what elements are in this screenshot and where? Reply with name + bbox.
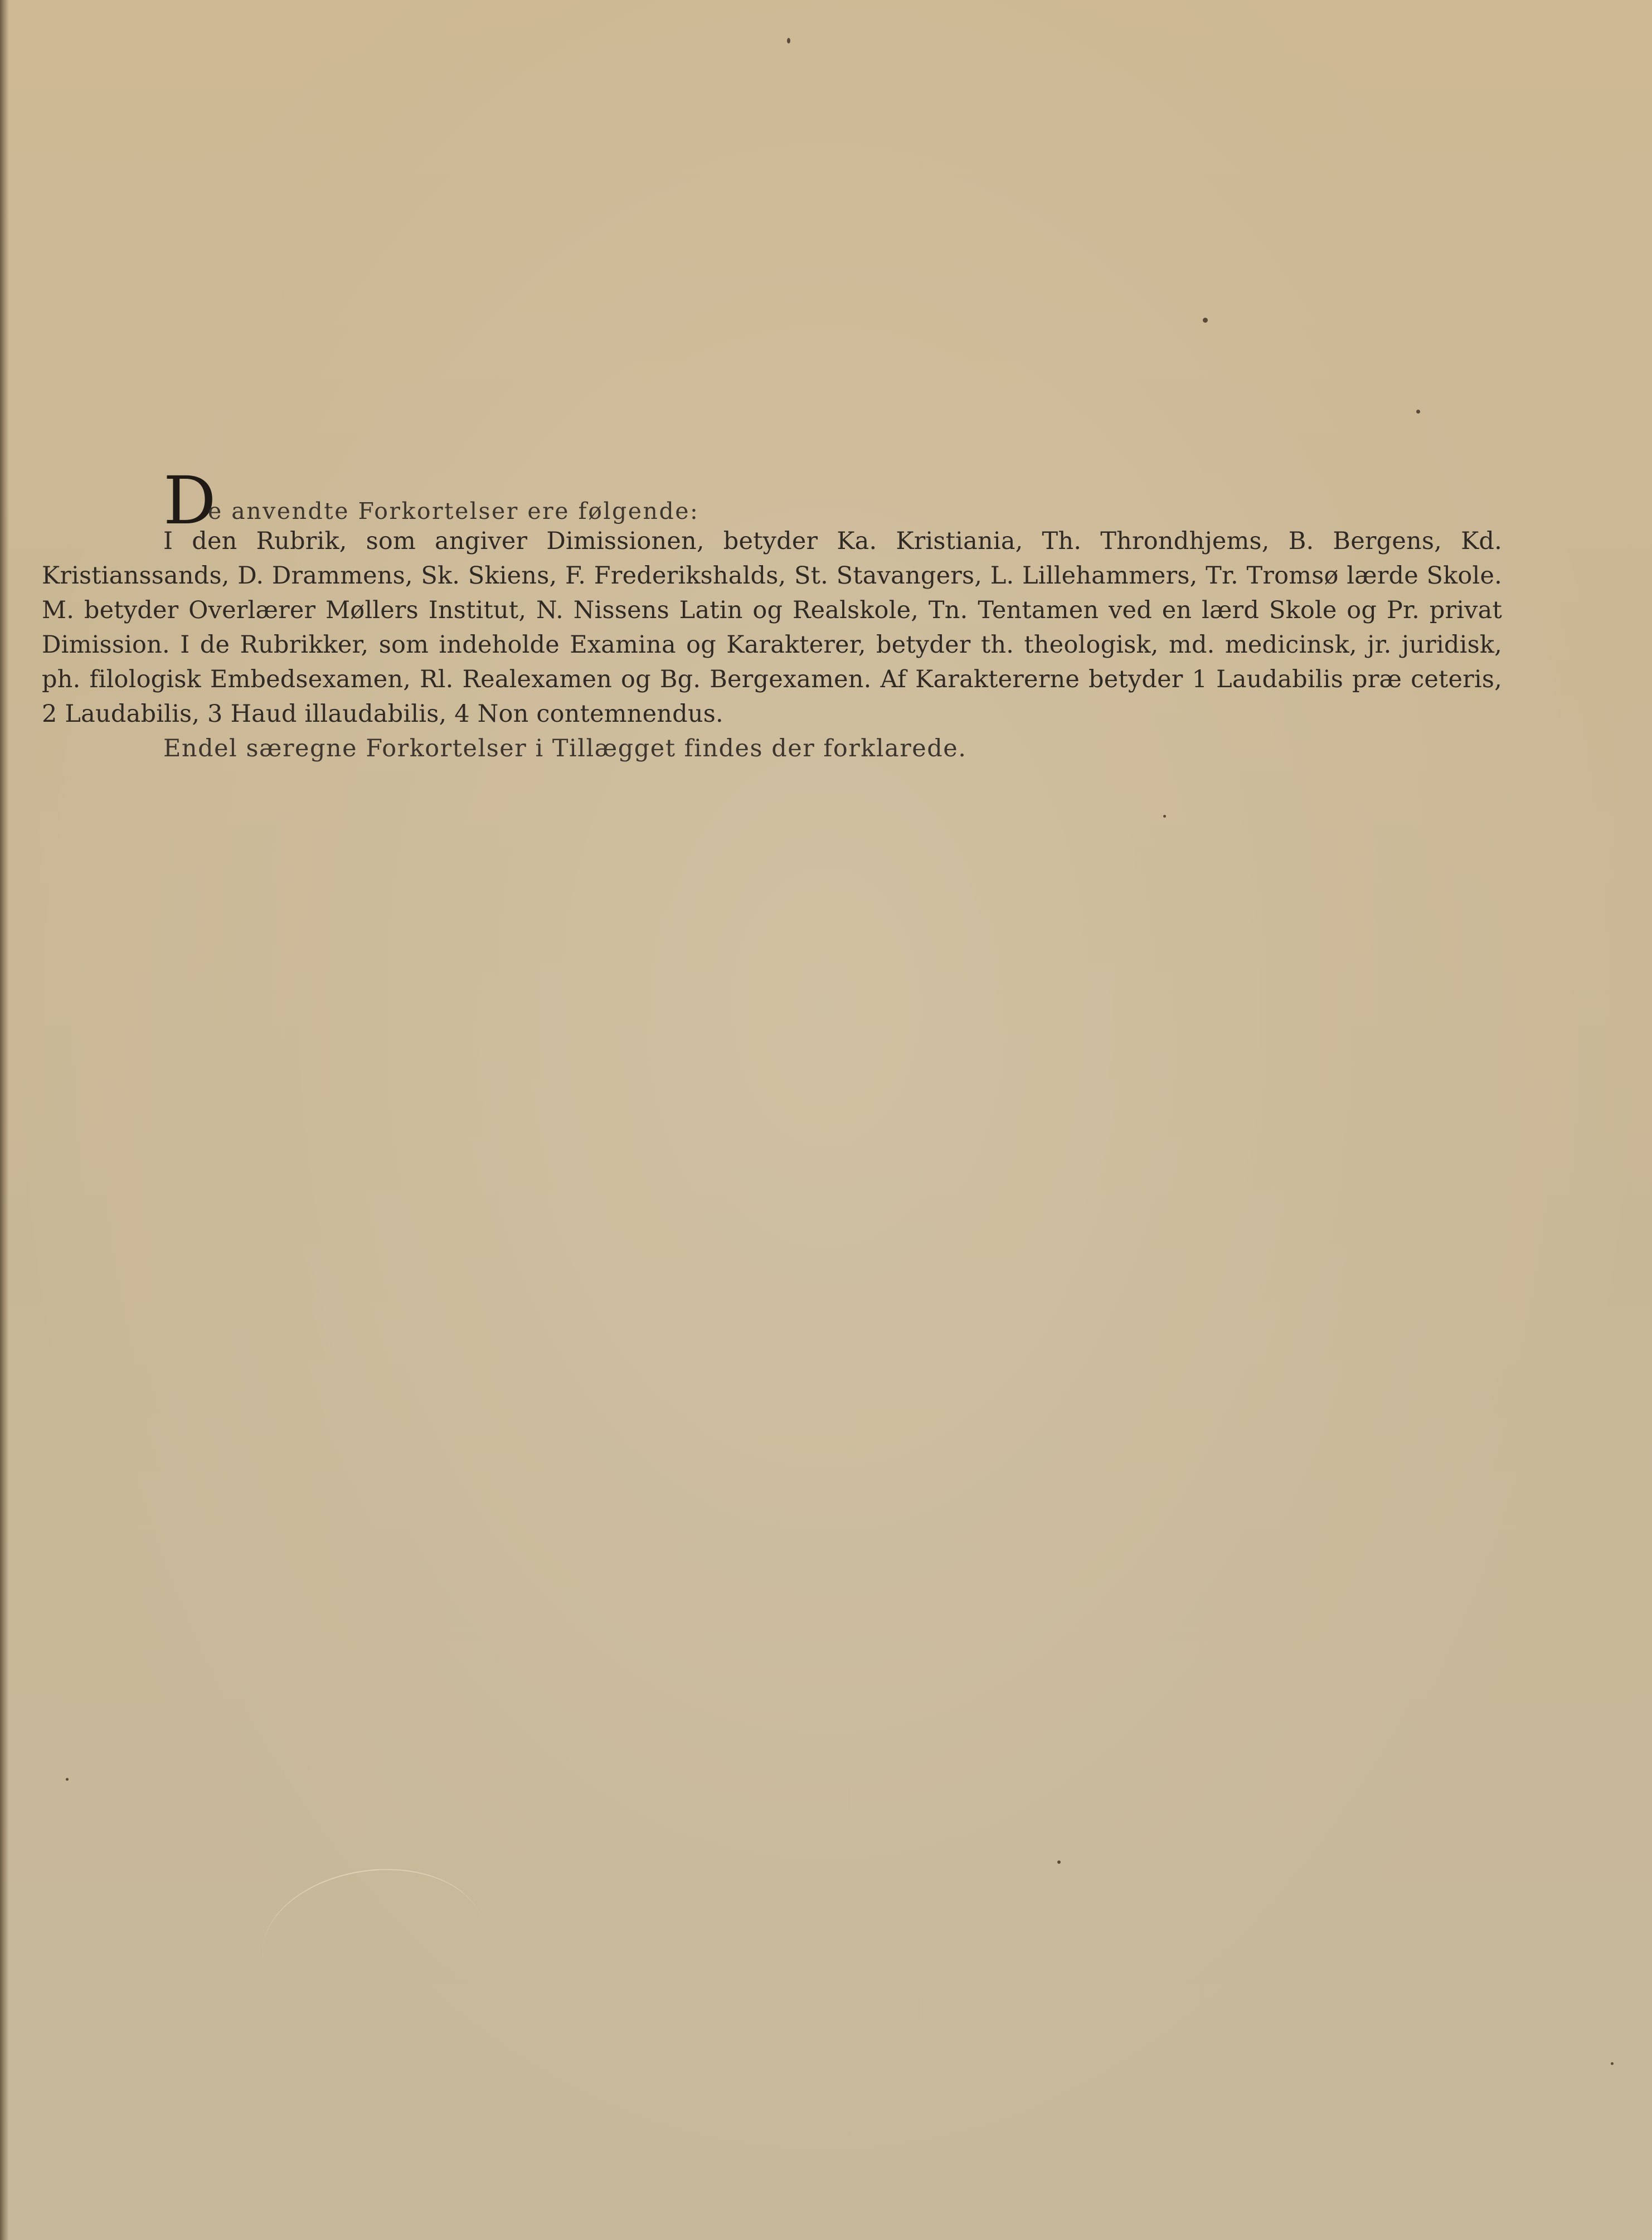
ink-speck <box>1163 815 1166 818</box>
ink-speck <box>787 38 790 43</box>
ink-speck <box>1611 2062 1614 2065</box>
abbreviations-paragraph: I den Rubrik, som angiver Dimissionen, betyder Ka. Kristiania, Th. Throndhjems, B. Bergens, Kd. Kristianssands, D. Drammens, Sk. Skiens, F. Frederikshalds, St. Stavangers, L. Lillehammers, Tr. Tromsø lærde Skole. M. betyder Overlærer Møllers Institut, N. Nissens Latin og Realskole, Tn. Tentamen ved en lærd Skole og Pr. privat Dimission. I de Rubrikker, som indeholde Examina og Karakterer, betyder th. theologisk, md. medicinsk, jr. juridisk, ph. filologisk Embedsexamen, Rl. Realexamen og Bg. Bergexamen. Af Karaktererne betyder 1 Laudabilis præ ceteris, 2 Laudabilis, 3 Haud illaudabilis, 4 Non contemnendus. <box>42 527 1502 728</box>
drop-cap: D <box>163 462 216 539</box>
page-binding-edge <box>0 0 9 2240</box>
intro-line <box>163 462 1502 539</box>
ink-speck <box>1416 410 1420 414</box>
closing-line: Endel særegne Forkortelser i Tillægget findes der forklarede. <box>163 735 967 762</box>
ink-speck <box>1057 1860 1061 1864</box>
ink-speck <box>66 1778 69 1781</box>
abbreviations-text <box>42 462 1502 766</box>
paper-crease-mark <box>253 1855 494 2030</box>
ink-speck <box>1203 318 1208 323</box>
intro-text: e anvendte Forkortelser ere følgende: <box>208 498 699 524</box>
